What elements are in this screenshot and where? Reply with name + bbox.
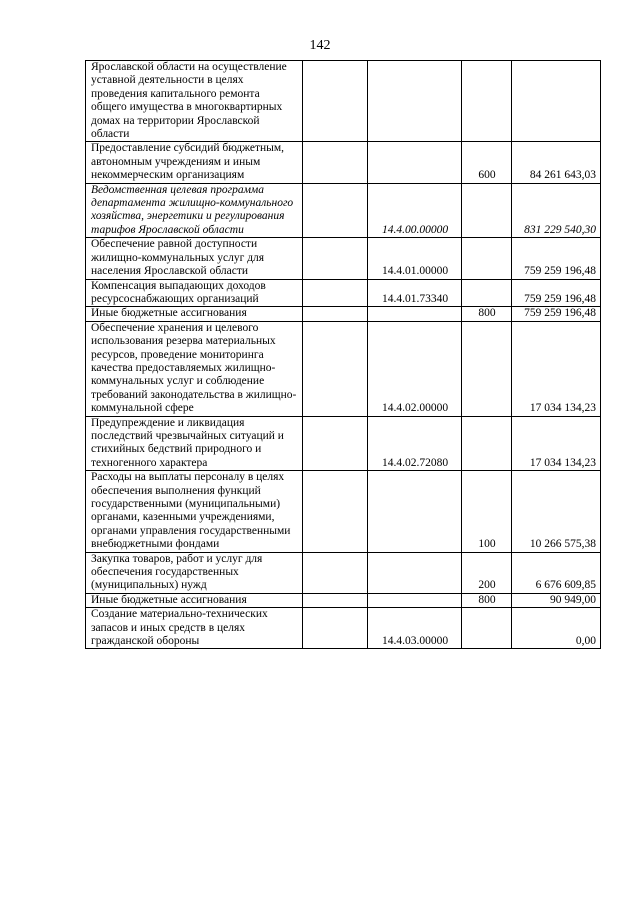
row-expense-type — [462, 416, 512, 471]
row-expense-type — [462, 183, 512, 238]
table-row — [86, 471, 601, 552]
row-amount: 90 949,00 — [512, 593, 601, 607]
table-row — [86, 552, 601, 593]
row-name: Иные бюджетные ассигнования — [86, 307, 303, 321]
row-expense-type: 600 — [462, 142, 512, 183]
row-target-code — [368, 307, 462, 321]
row-amount: 10 266 575,38 — [512, 471, 601, 552]
row-name: Предупреждение и ликвидация последствий чрезвычайных ситуаций и стихийных бедствий природного и техногенного характера — [86, 416, 303, 471]
row-expense-type — [462, 608, 512, 649]
row-target-code: 14.4.03.00000 — [368, 608, 462, 649]
table-row — [86, 608, 601, 649]
row-target-code: 14.4.02.72080 — [368, 416, 462, 471]
row-target-code — [368, 61, 462, 142]
table-row — [86, 142, 601, 183]
row-target-code: 14.4.00.00000 — [368, 183, 462, 238]
row-amount — [512, 61, 601, 142]
row-amount: 759 259 196,48 — [512, 238, 601, 279]
table-row — [86, 307, 601, 321]
row-empty-cell — [303, 61, 368, 142]
row-expense-type: 100 — [462, 471, 512, 552]
row-empty-cell — [303, 471, 368, 552]
row-target-code: 14.4.01.73340 — [368, 279, 462, 307]
row-target-code — [368, 142, 462, 183]
row-empty-cell — [303, 142, 368, 183]
row-name: Обеспечение равной доступности жилищно-коммунальных услуг для населения Ярославской области — [86, 238, 303, 279]
row-amount: 0,00 — [512, 608, 601, 649]
row-target-code: 14.4.02.00000 — [368, 321, 462, 416]
table-row — [86, 321, 601, 416]
row-expense-type — [462, 321, 512, 416]
row-expense-type — [462, 238, 512, 279]
row-amount: 17 034 134,23 — [512, 321, 601, 416]
row-name: Ярославской области на осуществление уставной деятельности в целях проведения капитального ремонта общего имущества в многоквартирных домах на территории Ярославской области — [86, 61, 303, 142]
row-amount: 6 676 609,85 — [512, 552, 601, 593]
row-name: Предоставление субсидий бюджетным, автономным учреждениям и иным некоммерческим организациям — [86, 142, 303, 183]
row-empty-cell — [303, 593, 368, 607]
table-row — [86, 279, 601, 307]
row-expense-type: 200 — [462, 552, 512, 593]
row-empty-cell — [303, 552, 368, 593]
row-name: Компенсация выпадающих доходов ресурсоснабжающих организаций — [86, 279, 303, 307]
row-expense-type — [462, 279, 512, 307]
row-amount: 759 259 196,48 — [512, 307, 601, 321]
page-number: 142 — [309, 38, 331, 53]
row-target-code — [368, 471, 462, 552]
row-empty-cell — [303, 608, 368, 649]
row-empty-cell — [303, 416, 368, 471]
row-expense-type: 800 — [462, 307, 512, 321]
table-row — [86, 238, 601, 279]
row-expense-type: 800 — [462, 593, 512, 607]
row-name: Создание материально-технических запасов и иных средств в целях гражданской обороны — [86, 608, 303, 649]
row-target-code — [368, 593, 462, 607]
row-empty-cell — [303, 279, 368, 307]
table-row — [86, 183, 601, 238]
row-empty-cell — [303, 238, 368, 279]
row-name: Закупка товаров, работ и услуг для обеспечения государственных (муниципальных) нужд — [86, 552, 303, 593]
row-name: Расходы на выплаты персоналу в целях обеспечения выполнения функций государственными (муниципальными) органами, казенными учреждениями, органами управления государственными внебюджетными фондами — [86, 471, 303, 552]
row-empty-cell — [303, 307, 368, 321]
row-empty-cell — [303, 183, 368, 238]
row-amount: 84 261 643,03 — [512, 142, 601, 183]
table-row — [86, 593, 601, 607]
row-amount: 831 229 540,30 — [512, 183, 601, 238]
row-target-code: 14.4.01.00000 — [368, 238, 462, 279]
row-name: Обеспечение хранения и целевого использования резерва материальных ресурсов, проведение мониторинга качества предоставляемых жилищно-коммунальных услуг и соблюдение требований законодательства в жилищно-коммунальной сфере — [86, 321, 303, 416]
row-expense-type — [462, 61, 512, 142]
row-amount: 759 259 196,48 — [512, 279, 601, 307]
table-row — [86, 61, 601, 142]
table-row — [86, 416, 601, 471]
budget-table-body — [86, 61, 601, 649]
budget-table — [85, 60, 601, 649]
row-empty-cell — [303, 321, 368, 416]
row-amount: 17 034 134,23 — [512, 416, 601, 471]
row-target-code — [368, 552, 462, 593]
row-name: Иные бюджетные ассигнования — [86, 593, 303, 607]
row-name: Ведомственная целевая программа департамента жилищно-коммунального хозяйства, энергетики и регулирования тарифов Ярославской области — [86, 183, 303, 238]
